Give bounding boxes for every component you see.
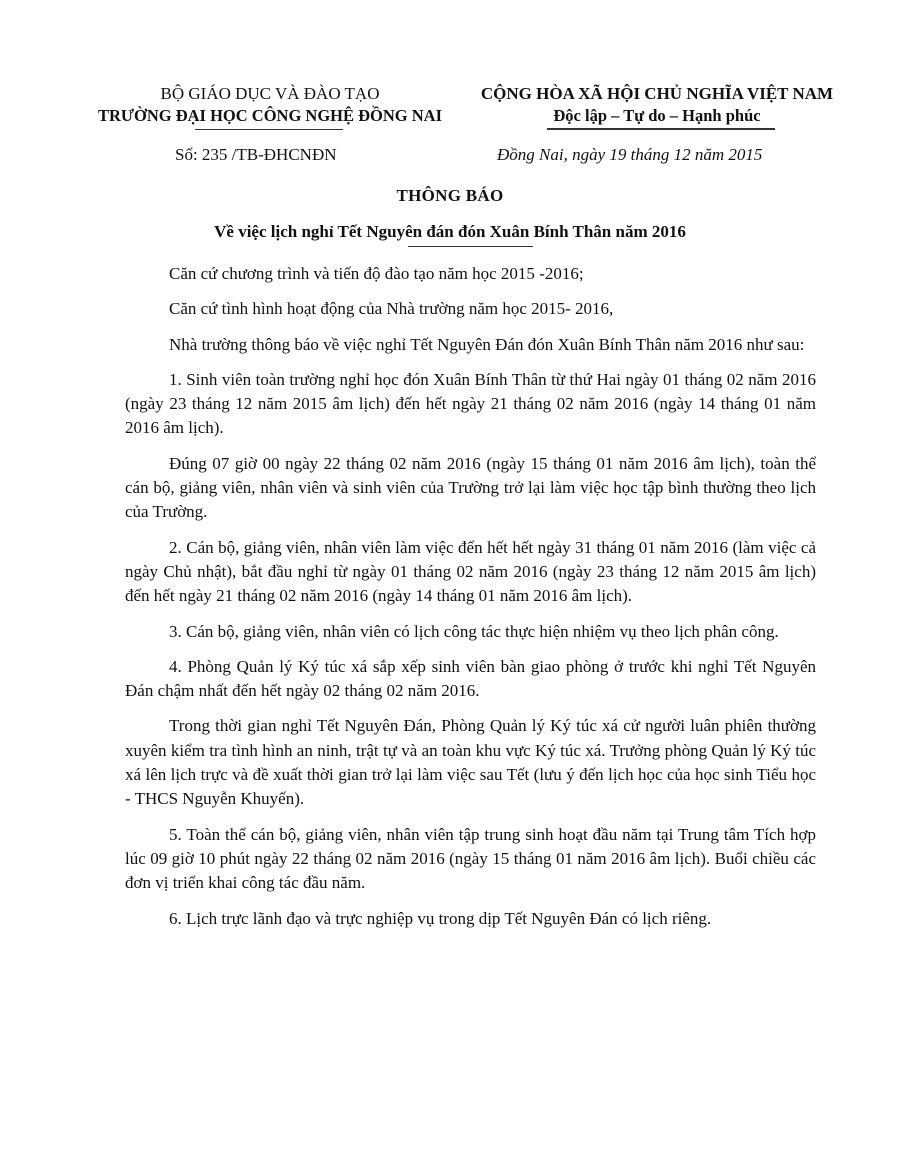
- paragraph-item-6: 6. Lịch trực lãnh đạo và trực nghiệp vụ trong dịp Tết Nguyên Đán có lịch riêng.: [169, 908, 712, 928]
- paragraph-basis-2: Căn cứ tình hình hoạt động của Nhà trường năm học 2015- 2016,: [169, 299, 614, 319]
- school-name: TRƯỜNG ĐẠI HỌC CÔNG NGHỆ ĐỒNG NAI: [97, 106, 443, 125]
- issuer-underline: [195, 129, 343, 130]
- paragraph-item-1-return: Đúng 07 giờ 00 ngày 22 tháng 02 năm 2016 (ngày 15 tháng 01 năm 2016 âm lịch), toàn thể cán bộ, giảng viên, nhân viên và sinh viên của Trường trở lại làm việc học tập bình thường theo lịch của Trường.: [125, 453, 816, 522]
- paragraph-basis-1: Căn cứ chương trình và tiến độ đào tạo năm học 2015 -2016;: [169, 264, 584, 283]
- paragraph-item-1: 1. Sinh viên toàn trường nghỉ học đón Xuân Bính Thân từ thứ Hai ngày 01 tháng 02 năm 2016 (ngày 23 tháng 12 năm 2015 âm lịch) đến hết ngày 21 tháng 02 năm 2016 (ngày 14 tháng 01 năm 2016 âm lịch).: [125, 369, 816, 438]
- document-number: Số: 235 /TB-ĐHCNĐN: [175, 145, 337, 164]
- issuer-block: [80, 83, 460, 127]
- paragraph-item-4: 4. Phòng Quản lý Ký túc xá sắp xếp sinh viên bàn giao phòng ở trước khi nghỉ Tết Nguyên Đán chậm nhất đến hết ngày 02 tháng 02 năm 2016.: [125, 656, 816, 701]
- motto-underline: [547, 128, 775, 130]
- document-body: [125, 262, 816, 942]
- paragraph-item-4-dormitory: Trong thời gian nghỉ Tết Nguyên Đán, Phòng Quản lý Ký túc xá cử người luân phiên thường xuyên kiểm tra tình hình an ninh, trật tự và an toàn khu vực Ký túc xá. Trưởng phòng Quản lý Ký túc xá lên lịch trực và đề xuất thời gian trở lại làm việc sau Tết (lưu ý đến lịch học của học sinh Tiểu học - THCS Nguyễn Khuyến).: [125, 716, 816, 809]
- republic-name: CỘNG HÒA XÃ HỘI CHỦ NGHĨA VIỆT NAM: [480, 84, 834, 103]
- ministry-name: BỘ GIÁO DỤC VÀ ĐÀO TẠO: [160, 84, 380, 103]
- subtitle-underline: [408, 246, 533, 247]
- document-subtitle: Về việc lịch nghỉ Tết Nguyên đán đón Xuân Bính Thân năm 2016: [214, 222, 686, 241]
- paragraph-item-3: 3. Cán bộ, giảng viên, nhân viên có lịch công tác thực hiện nhiệm vụ theo lịch phân công.: [169, 621, 779, 641]
- document-title: THÔNG BÁO: [396, 186, 504, 205]
- national-motto: Độc lập – Tự do – Hạnh phúc: [553, 106, 761, 125]
- paragraph-item-5: 5. Toàn thể cán bộ, giảng viên, nhân viên tập trung sinh hoạt đầu năm tại Trung tâm Tích hợp lúc 09 giờ 10 phút ngày 22 tháng 02 năm 2016 (ngày 15 tháng 01 năm 2016 âm lịch). Buổi chiều các đơn vị triển khai công tác đầu năm.: [125, 824, 816, 893]
- paragraph-intro: Nhà trường thông báo về việc nghỉ Tết Nguyên Đán đón Xuân Bính Thân năm 2016 như sau:: [169, 334, 805, 354]
- document-date: Đồng Nai, ngày 19 tháng 12 năm 2015: [497, 145, 763, 164]
- paragraph-item-2: 2. Cán bộ, giảng viên, nhân viên làm việc đến hết hết ngày 31 tháng 01 năm 2016 (làm việc cả ngày Chủ nhật), bắt đầu nghỉ từ ngày 01 tháng 02 năm 2016 (ngày 23 tháng 12 năm 2015 âm lịch) đến hết ngày 21 tháng 02 năm 2016 (ngày 14 tháng 01 năm 2016 âm lịch).: [125, 537, 816, 606]
- national-heading-block: [462, 83, 852, 127]
